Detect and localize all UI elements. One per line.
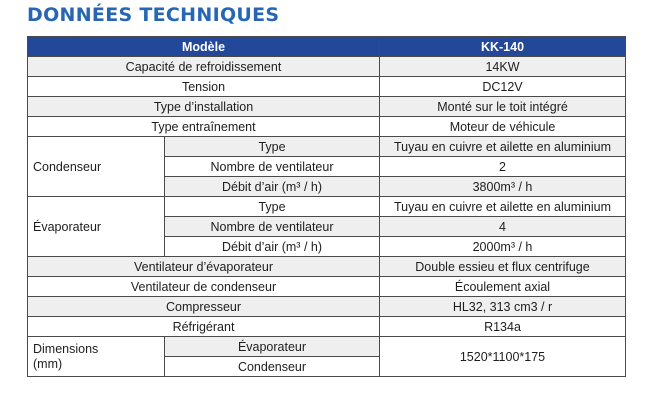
- table-row: [28, 337, 626, 357]
- table-row: [28, 97, 626, 117]
- row-label: Ventilateur d’évaporateur: [28, 257, 380, 277]
- row-value: 2000m³ / h: [380, 237, 626, 257]
- row-label: Type: [165, 137, 380, 157]
- header-model-value: KK-140: [380, 37, 626, 57]
- row-label: Ventilateur de condenseur: [28, 277, 380, 297]
- group-label-condenseur: Condenseur: [28, 137, 165, 197]
- dimensions-value: 1520*1100*175: [380, 337, 626, 377]
- spec-table: [27, 36, 626, 377]
- table-row: [28, 57, 626, 77]
- row-value: Tuyau en cuivre et ailette en aluminium: [380, 197, 626, 217]
- row-label: Nombre de ventilateur: [165, 157, 380, 177]
- row-value: HL32, 313 cm3 / r: [380, 297, 626, 317]
- row-value: DC12V: [380, 77, 626, 97]
- table-header-row: [28, 37, 626, 57]
- table-row: [28, 197, 626, 217]
- row-value: R134a: [380, 317, 626, 337]
- row-label: Type entraînement: [28, 117, 380, 137]
- row-value: 3800m³ / h: [380, 177, 626, 197]
- row-label: Débit d’air (m³ / h): [165, 237, 380, 257]
- page-title: DONNÉES TECHNIQUES: [27, 4, 280, 26]
- row-label: Type: [165, 197, 380, 217]
- row-value: Monté sur le toit intégré: [380, 97, 626, 117]
- table-row: [28, 137, 626, 157]
- table-row: [28, 297, 626, 317]
- row-value: Double essieu et flux centrifuge: [380, 257, 626, 277]
- row-value: Écoulement axial: [380, 277, 626, 297]
- row-label: Évaporateur: [165, 337, 380, 357]
- row-label: Réfrigérant: [28, 317, 380, 337]
- header-model-label: Modèle: [28, 37, 380, 57]
- dimensions-unit: (mm): [33, 356, 63, 371]
- table-row: [28, 277, 626, 297]
- table-row: [28, 117, 626, 137]
- row-value: 2: [380, 157, 626, 177]
- row-label: Capacité de refroidissement: [28, 57, 380, 77]
- row-value: 4: [380, 217, 626, 237]
- row-value: Tuyau en cuivre et ailette en aluminium: [380, 137, 626, 157]
- table-row: [28, 257, 626, 277]
- row-label: Tension: [28, 77, 380, 97]
- row-value: Moteur de véhicule: [380, 117, 626, 137]
- table-row: [28, 77, 626, 97]
- row-label: Débit d’air (m³ / h): [165, 177, 380, 197]
- row-label: Condenseur: [165, 357, 380, 377]
- row-label: Compresseur: [28, 297, 380, 317]
- row-label: Nombre de ventilateur: [165, 217, 380, 237]
- dimensions-label: Dimensions: [33, 341, 99, 356]
- group-label-dimensions: [28, 337, 165, 377]
- row-value: 14KW: [380, 57, 626, 77]
- group-label-evaporateur: Évaporateur: [28, 197, 165, 257]
- row-label: Type d’installation: [28, 97, 380, 117]
- table-row: [28, 317, 626, 337]
